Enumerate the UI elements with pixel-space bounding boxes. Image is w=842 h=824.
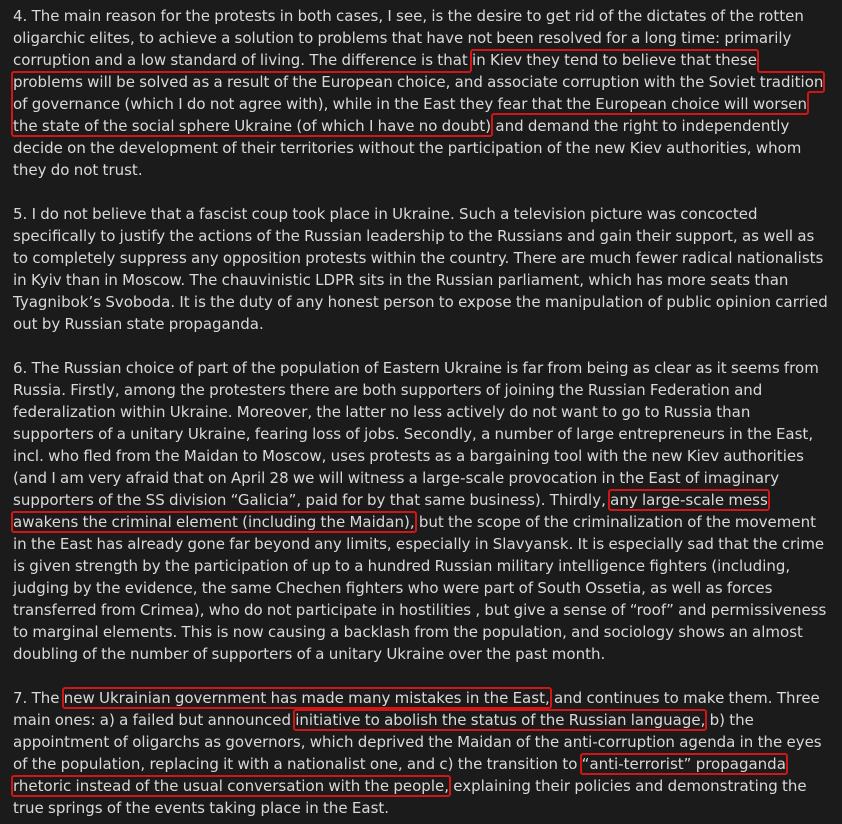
text-segment: and continues to make them. Three main ones: a) a failed but announced <box>13 689 820 729</box>
text-segment: 7. The <box>13 689 64 707</box>
text-segment: b) the appointment of oligarchs as governors, which deprived the Maidan of the anti-corruption agenda in the eyes of the population, replacing it with a nationalist one, and c) the transition to <box>13 711 822 773</box>
highlighted-passage: initiative to abolish the status of the Russian language, <box>295 711 706 729</box>
text-segment: but the scope of the criminalization of the movement in the East has already gone far beyond any limits, especially in Slavyansk. It is especially sad that the crime is given strength by the participation of up to a hundred Russian military intelligence fighters (including, judging by the evidence, the same Chechen fighters who were part of South Ossetia, as well as forces transferred from Crimea), who do not participate in hostilities , but give a sense of “roof” and permissiveness to marginal elements. This is now causing a backlash from the population, and sociology shows an almost doubling of the number of supporters of a unitary Ukraine over the past month. <box>13 513 827 663</box>
paragraph-point-7 <box>13 687 830 819</box>
highlighted-passage: in Kiev they tend to believe that these problems will be solved as a result of the European choice, and associate corruption with the Soviet tradition of governance (which I do not agree with), while in the East they fear that the European choice will worsen the state of the social sphere Ukraine (of which I have no doubt) <box>13 51 824 135</box>
text-segment: 6. The Russian choice of part of the population of Eastern Ukraine is far from being as clear as it seems from Russia. Firstly, among the protesters there are both supporters of joining the Russian Federation and federalization within Ukraine. Moreover, the latter no less actively do not want to go to Russia than supporters of a unitary Ukraine, fearing loss of jobs. Secondly, a number of large entrepreneurs in the East, incl. who fled from the Maidan to Moscow, uses protests as a bargaining tool with the new Kiev authorities (and I am very afraid that on April 28 we will witness a large-scale provocation in the East of imaginary supporters of the SS division “Galicia”, paid for by that same business). Thirdly, <box>13 359 819 509</box>
paragraph-point-4 <box>13 5 830 181</box>
highlighted-passage: any large-scale mess awakens the criminal element (including the Maidan), <box>13 491 768 531</box>
highlighted-passage: new Ukrainian government has made many mistakes in the East, <box>63 689 550 707</box>
text-segment: and demand the right to independently decide on the development of their territories without the participation of the new Kiev authorities, whom they do not trust. <box>13 117 802 179</box>
paragraph-point-6 <box>13 357 830 665</box>
text-segment: 4. The main reason for the protests in both cases, I see, is the desire to get rid of the dictates of the rotten oligarchic elites, to achieve a solution to problems that have not been resolved for a long time: primarily corruption and a low standard of living. The difference is that <box>13 7 804 69</box>
highlighted-passage: “anti-terrorist” propaganda rhetoric instead of the usual conversation with the people, <box>13 755 786 795</box>
paragraph-point-5 <box>13 203 830 335</box>
article-body <box>13 5 830 819</box>
text-segment: 5. I do not believe that a fascist coup took place in Ukraine. Such a television picture was concocted specifically to justify the actions of the Russian leadership to the Russians and gain their support, as well as to completely suppress any opposition protests within the country. There are much fewer radical nationalists in Kyiv than in Moscow. The chauvinistic LDPR sits in the Russian parliament, which has more seats than Tyagnibok’s Svoboda. It is the duty of any honest person to expose the manipulation of public opinion carried out by Russian state propaganda. <box>13 205 828 333</box>
text-segment: explaining their policies and demonstrating the true springs of the events taking place in the East. <box>13 777 807 817</box>
